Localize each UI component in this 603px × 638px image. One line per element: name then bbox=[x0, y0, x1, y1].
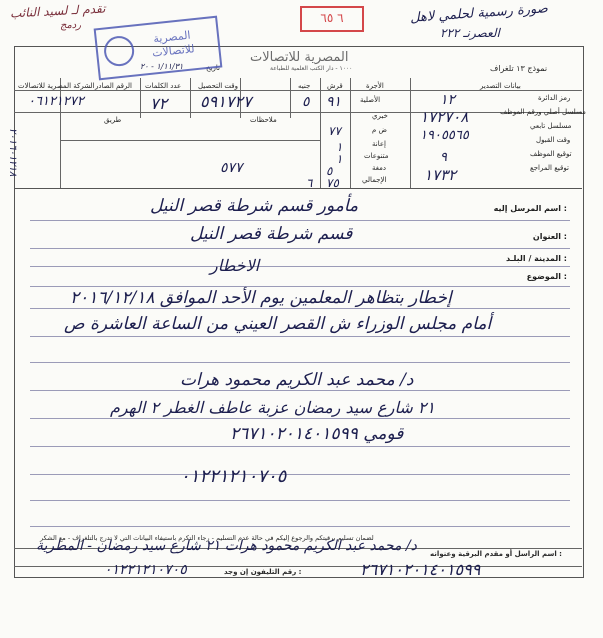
row-aid: إعانة bbox=[372, 140, 386, 148]
rule bbox=[30, 248, 570, 249]
rule bbox=[30, 362, 570, 363]
body-line-6: ٠١٢٢١٢١٠٧٠٥ bbox=[180, 466, 287, 487]
label-employee: توقيع الموظف bbox=[530, 150, 572, 158]
rule bbox=[30, 336, 570, 337]
top-right-note: صورة رسمية لحلمي لاهل bbox=[409, 1, 549, 26]
date-label: تاريخ bbox=[206, 64, 220, 72]
hand-collect: ٥٩١٧٢٧ bbox=[200, 92, 252, 111]
col-header-collect: وقت التحصيل bbox=[198, 82, 239, 90]
label-reviewer: توقيع المراجع bbox=[530, 164, 569, 172]
divider bbox=[190, 78, 191, 118]
divider bbox=[320, 78, 321, 188]
row-original: الأصلية bbox=[360, 96, 381, 104]
divider bbox=[14, 112, 582, 113]
divider bbox=[60, 140, 320, 141]
body-line-4: ٢١ شارع سيد رمضان عزبة عاطف الغطر ٢ الهرم bbox=[110, 398, 435, 417]
hand-cut: ١ bbox=[336, 140, 343, 154]
rule bbox=[30, 390, 570, 391]
hand-serial2: ١٩٠٥٥٦٥ bbox=[420, 128, 469, 143]
divider bbox=[350, 78, 351, 188]
row-total: الإجمالي bbox=[362, 176, 387, 184]
rule bbox=[30, 266, 570, 267]
top-left-note-2: ردمج bbox=[60, 20, 82, 31]
rule bbox=[30, 286, 570, 287]
rule bbox=[30, 526, 570, 527]
recipient-label: اسم المرسل إليه : bbox=[493, 204, 567, 213]
col-header-issued: الشركة المصرية للاتصالات bbox=[18, 82, 95, 90]
phone-value: ٠١٢٢١٢١٠٧٠٥ bbox=[104, 562, 187, 578]
row-stamp: دمغة bbox=[372, 164, 386, 172]
sender-value: د/ محمد عبد الكريم محمود هرات ٢١ شارع سيد رمضان - المطرية bbox=[36, 538, 417, 554]
date-value: ١/١١/٣١ - ٢٠ bbox=[140, 62, 184, 71]
hand-sub: ٩ bbox=[440, 150, 447, 165]
header-table bbox=[14, 78, 582, 189]
col-header-pound: جنيه bbox=[298, 82, 311, 90]
order-number: ١٠٠٠ - دار الكتب العلمية للطباعة bbox=[270, 65, 353, 72]
row-cut: ض م bbox=[372, 126, 388, 134]
hand-stamp: ٥ bbox=[326, 164, 333, 178]
footer-note: لضمان تسليم برقيتكم والرجوع إليكم في حالة عدم التسليم - رجاء التكرم باستيفاء البيانات التي لا تدرج بالتلغراف - مع الشكر bbox=[40, 534, 374, 542]
top-right-note-2: العصرنـ ٢٢٢ bbox=[440, 26, 500, 40]
divider bbox=[290, 78, 291, 118]
hand-total-piaster: ٧٥ bbox=[326, 176, 339, 190]
col-header-export: بيانات التصدير bbox=[480, 82, 521, 90]
label-notes: ملاحظات bbox=[250, 116, 277, 124]
col-header-issued-no: الرقم الصادر bbox=[95, 82, 132, 90]
divider bbox=[14, 566, 582, 567]
stamp-line-2: للاتصالات bbox=[151, 42, 196, 60]
hand-circuit: ١٢ bbox=[440, 92, 456, 108]
rule bbox=[30, 446, 570, 447]
form-title: نموذج ١٣ تلغراف bbox=[490, 64, 548, 73]
hand-extra: ٧٧ bbox=[328, 124, 341, 138]
label-circuit: رمز الدائرة bbox=[538, 94, 571, 102]
row-extra: خبري bbox=[372, 112, 388, 120]
side-code: ٢٠١٦٠١٢١٨ bbox=[7, 128, 18, 177]
rule bbox=[30, 220, 570, 221]
row-misc: متنوعات bbox=[364, 152, 389, 160]
label-receive: وقت القبول bbox=[536, 136, 571, 144]
body-line-1: إخطار بتظاهر المعلمين يوم الأحد الموافق ٢٠١٦/١٢/١٨ bbox=[70, 288, 452, 308]
col-header-fee: الأجرة bbox=[366, 82, 384, 90]
subject-value: الاخطار bbox=[210, 256, 260, 275]
red-stamp: ٦ ٦٥ bbox=[300, 6, 364, 32]
label-serial: مسلسل أصلي ورقم الموظف bbox=[500, 108, 586, 116]
divider bbox=[410, 78, 411, 188]
hand-notes: ٥٧٧ bbox=[220, 160, 243, 176]
body-line-2: أمام مجلس الوزراء ش القصر العيني من الساعة العاشرة ص bbox=[64, 314, 492, 334]
hand-serial: ١٧٢٧٠٨ bbox=[420, 108, 469, 126]
divider bbox=[140, 78, 141, 118]
hand-misc: ١ bbox=[336, 152, 343, 166]
body-line-3: د/ محمد عبد الكريم محمود هرات bbox=[180, 370, 414, 390]
hand-total-pound: ٦ bbox=[306, 176, 313, 190]
address-value: قسم شرطة قصر النيل bbox=[190, 224, 353, 244]
address-label: العنوان : bbox=[532, 232, 567, 241]
rule bbox=[30, 500, 570, 501]
recipient-value: مأمور قسم شرطة قصر النيل bbox=[150, 196, 359, 216]
hand-time: ١٧٣٢ bbox=[424, 166, 457, 184]
subject-label: الموضوع : bbox=[526, 272, 567, 281]
label-subsidiary: مسلسل تابعي bbox=[530, 122, 572, 130]
company-title: المصرية للاتصالات bbox=[250, 50, 349, 65]
stamp-line-1: المصرية bbox=[152, 28, 192, 46]
city-label: المدينة / البلـد : bbox=[506, 254, 567, 263]
hand-words: ٧٢ bbox=[150, 94, 168, 113]
hand-fee-piaster: ٩١ bbox=[326, 94, 342, 110]
col-header-words: عدد الكلمات bbox=[145, 82, 182, 90]
top-left-note: تقدم لـ لسيد النائب bbox=[9, 1, 106, 21]
rule bbox=[30, 418, 570, 419]
hand-fee-pound: ٥ bbox=[302, 94, 310, 110]
phone-label: رقم التليفون إن وجد : bbox=[224, 568, 302, 576]
divider bbox=[14, 90, 582, 91]
col-header-piaster: قرش bbox=[327, 82, 343, 90]
label-route: طريق bbox=[104, 116, 122, 124]
sender-label: اسم الراسل أو مقدم البرقية وعنوانه : bbox=[430, 550, 562, 558]
rule bbox=[30, 308, 570, 309]
national-id: ٢٦٧١٠٢٠١٤٠١٥٩٩ bbox=[360, 560, 481, 579]
hand-issued: ٠٦١٢١٢٧٢ bbox=[28, 94, 84, 109]
rule bbox=[30, 474, 570, 475]
body-line-5: قومي ٢٦٧١٠٢٠١٤٠١٥٩٩ bbox=[230, 424, 404, 444]
